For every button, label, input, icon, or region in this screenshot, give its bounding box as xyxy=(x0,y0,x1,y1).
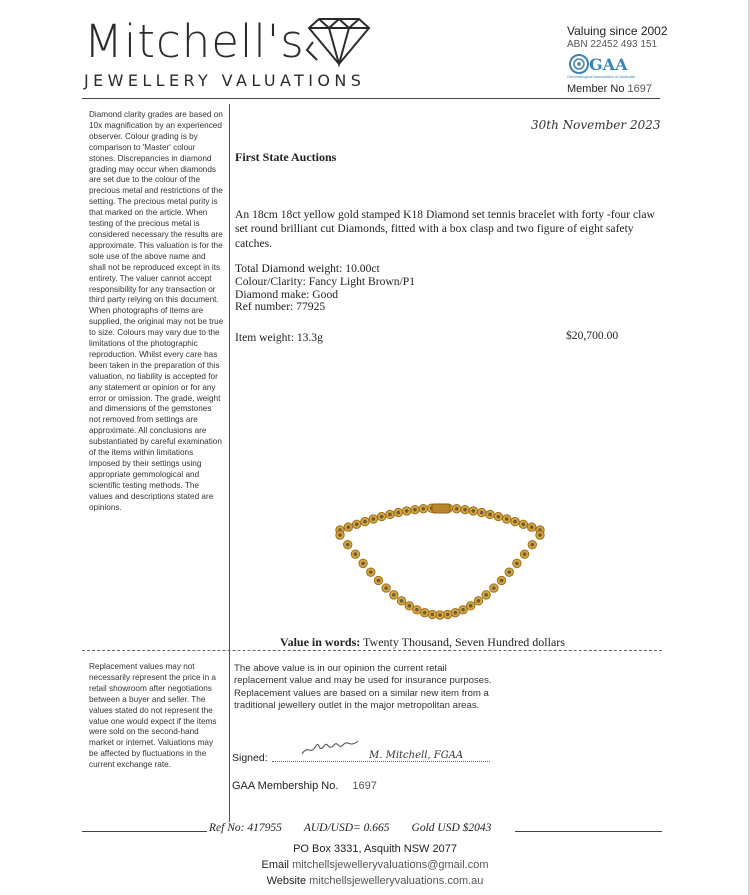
left-notes-bottom: Replacement values may not necessarily represent the price in a retail showroom after negotiations between a buyer and seller. The values stated do not represent the value one would expect if the items were sold on the second-hand market or internet. Valuations may be affected by fluctuations in the current exchange rate. xyxy=(89,662,217,770)
valuation-date: 30th November 2023 xyxy=(531,118,661,132)
diamond-stone xyxy=(361,562,365,566)
diamond-stone xyxy=(380,515,384,519)
diamond-stone xyxy=(515,562,519,566)
detail-line: Total Diamond weight: 10.00ct xyxy=(235,262,380,275)
signed-label: Signed: xyxy=(232,752,268,764)
recipient: First State Auctions xyxy=(235,150,337,164)
diamond-stone xyxy=(523,552,527,556)
diamond-stone xyxy=(377,579,381,583)
diamond-stone xyxy=(446,613,450,617)
brand-subtitle: JEWELLERY VALUATIONS xyxy=(84,71,366,90)
gaa-membership xyxy=(232,780,377,792)
diamond-stone xyxy=(369,570,373,574)
email-link[interactable]: mitchellsjewelleryvaluations@gmail.com xyxy=(292,859,489,871)
item-weight: Item weight: 13.3g xyxy=(235,331,323,344)
diamond-stone xyxy=(500,579,504,583)
header-info xyxy=(567,24,707,50)
detail-line: Diamond make: Good xyxy=(235,287,339,301)
diamond-stone xyxy=(488,513,492,517)
diamond-stone xyxy=(347,525,351,529)
diamond-stone xyxy=(405,509,409,513)
diamond-stone xyxy=(530,525,534,529)
diamond-stone xyxy=(354,552,358,556)
value-words-text: Twenty Thousand, Seven Hundred dollars xyxy=(363,635,565,649)
gaa-logo-text: GAA xyxy=(589,55,628,74)
diamond-stone xyxy=(392,593,396,597)
diamond-stone xyxy=(413,508,417,512)
diamond-stone xyxy=(463,508,467,512)
dashed-divider xyxy=(82,650,662,651)
diamond-stone xyxy=(363,520,367,524)
item-details xyxy=(235,263,415,314)
diamond-stone xyxy=(455,507,459,511)
diamond-stone xyxy=(372,517,376,521)
bracelet-photo xyxy=(320,490,560,630)
diamond-stone xyxy=(438,613,442,617)
diamond-stone xyxy=(338,533,342,537)
website-label: Website xyxy=(266,875,307,887)
exchange-rate: AUD/USD= 0.665 xyxy=(303,822,390,834)
diamond-stone xyxy=(538,533,542,537)
gaa-membership-number: 1697 xyxy=(352,780,377,792)
column-divider xyxy=(229,104,230,831)
signature-scribble xyxy=(300,736,360,758)
diamond-stone xyxy=(431,613,435,617)
valuing-since: Valuing since 2002 xyxy=(567,24,668,38)
diamond-stone xyxy=(531,543,535,547)
gaa-membership-label: GAA Membership No. xyxy=(232,780,339,792)
value-words-label: Value in words: xyxy=(280,635,361,649)
diamond-stone xyxy=(469,604,473,608)
diamond-stone xyxy=(454,611,458,615)
signer-name: M. Mitchell, FGAA xyxy=(369,750,464,761)
disclaimer: The above value is in our opinion the current retail replacement value and may be used for insurance purposes. Replacement values are based on a similar new item from a traditional jewellery outlet in the major metropolitan areas. xyxy=(234,663,492,711)
diamond-stone xyxy=(422,507,426,511)
diamond-stone xyxy=(423,611,427,615)
item-price: $20,700.00 xyxy=(566,329,619,342)
email-line xyxy=(0,859,750,871)
detail-line: Colour/Clarity: Fancy Light Brown/P1 xyxy=(235,274,416,288)
gaa-logo-small-text: Gemmological Association of Australia xyxy=(567,74,635,79)
diamond-stone xyxy=(461,608,465,612)
ref-number: Ref No: 417955 xyxy=(209,822,282,834)
reference-line xyxy=(207,822,515,834)
member-number xyxy=(567,83,652,95)
diamond-stone xyxy=(346,543,350,547)
brand-name: Mitchell's xyxy=(84,15,305,68)
website-link[interactable]: mitchellsjewelleryvaluations.com.au xyxy=(309,875,484,887)
diamond-stone xyxy=(507,570,511,574)
website-line xyxy=(0,875,750,887)
diamond-stone xyxy=(400,599,404,603)
header-divider xyxy=(82,98,660,99)
diamond-stone xyxy=(492,586,496,590)
diamond-stone xyxy=(415,608,419,612)
detail-line: Ref number: 77925 xyxy=(235,300,326,314)
diamond-stone xyxy=(480,511,484,515)
diamond-stone xyxy=(355,523,359,527)
gold-price: Gold USD $2043 xyxy=(411,822,492,834)
item-description: An 18cm 18ct yellow gold stamped K18 Diamond set tennis bracelet with forty -four claw set round brilliant cut Diamonds, fitted with a box clasp and two figure of eight safety catches. xyxy=(235,208,655,250)
diamond-stone xyxy=(513,520,517,524)
diamond-stone xyxy=(522,523,526,527)
abn: ABN 22452 493 151 xyxy=(567,39,658,50)
postal-address: PO Box 3331, Asquith NSW 2077 xyxy=(293,843,457,855)
value-in-words xyxy=(280,635,565,650)
diamond-stone xyxy=(497,515,501,519)
member-label: Member No xyxy=(567,83,625,95)
diamond-stone xyxy=(407,604,411,608)
signature-line xyxy=(272,761,490,762)
diamond-stone xyxy=(472,509,476,513)
diamond-stone xyxy=(397,511,401,515)
diamond-stone xyxy=(384,586,388,590)
diamond-stone xyxy=(388,513,392,517)
email-label: Email xyxy=(261,859,290,871)
diamond-stone xyxy=(484,593,488,597)
diamond-stone xyxy=(477,599,481,603)
member-value: 1697 xyxy=(627,83,653,95)
diamond-logo-icon xyxy=(303,16,375,68)
diamond-stone xyxy=(505,517,509,521)
left-notes-top: Diamond clarity grades are based on 10x magnification by an experienced observer. Colour grading is by comparison to 'Master' colour stones. Discrepancies in diamond grading may occur when diamonds are set due to the colour of the precious metal and restrictions of the setting. The precious metal purity is that marked on the article. When testing of the precious metal is considered necessary the results are approximate. This valuation is for the sole use of the above name and shall not be reproduced except in its entirety. The valuer cannot accept responsibility for any transaction or third party relying on this document. When photographs of items are supplied, the original may not be true to size. Colours may vary due to the limitations of the photographic reproduction. Whilst every care has been taken in the preparation of this valuation, no liability is accepted for any statement or opinion or for any error or omission. The grade, weight and dimensions of the gemstones not removed from settings are approximate. All conclusions are substantiated by careful examination of the items within limitations imposed by their settings using appropriate gemmological and scientific testing methods. The values and descriptions stated are opinions. xyxy=(89,110,224,512)
